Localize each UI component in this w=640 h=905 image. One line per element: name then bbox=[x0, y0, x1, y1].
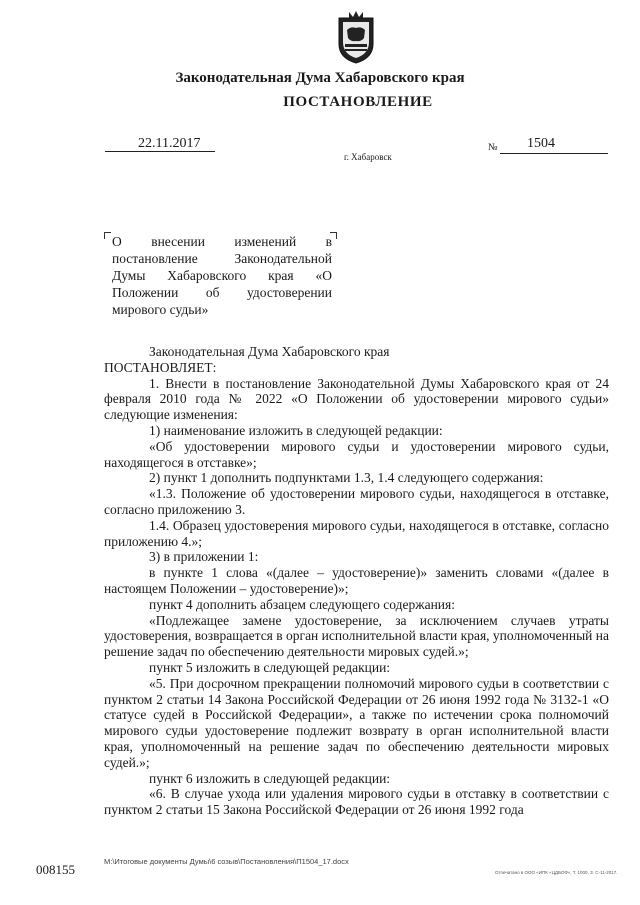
document-type-title: ПОСТАНОВЛЕНИЕ bbox=[283, 94, 433, 110]
coat-of-arms-icon bbox=[333, 8, 379, 64]
body-paragraph: 1) наименование изложить в следующей редакции: bbox=[149, 422, 443, 438]
body-paragraph: «5. При досрочном прекращении полномочий мирового судьи в соответствии с пунктом 2 статьи 14 Закона Российской Федерации от 26 июня 1992 года № 3132-1 «О статусе судей в Российской Федерации», а также по истечении срока полномочий мирового судьи удостоверение подлежит возврату в орган исполнительной власти края, уполномоченный на решение задач по обеспечению деятельности мировых судей.»; bbox=[104, 675, 609, 770]
body-paragraph: «6. В случае ухода или удаления мирового судьи в отставку в соответствии с пунктом 2 статьи 15 Закона Российской Федерации от 26 июня 1992 года bbox=[104, 786, 609, 818]
footer-file-path: М:\Итоговые документы Думы\6 созыв\Постановления\П1504_17.docx bbox=[104, 857, 349, 866]
body-paragraph: пункт 6 изложить в следующей редакции: bbox=[149, 770, 391, 786]
body-paragraph: пункт 4 дополнить абзацем следующего содержания: bbox=[149, 596, 455, 612]
document-city: г. Хабаровск bbox=[344, 152, 392, 162]
body-paragraph: Законодательная Дума Хабаровского края bbox=[149, 344, 390, 359]
form-serial-number: 008155 bbox=[36, 862, 75, 877]
body-paragraph: ПОСТАНОВЛЯЕТ: bbox=[104, 359, 217, 375]
body-paragraph: 2) пункт 1 дополнить подпунктами 1.3, 1.4 следующего содержания: bbox=[149, 470, 544, 486]
subject-bracket-left bbox=[104, 232, 111, 239]
date-underline bbox=[105, 151, 215, 152]
body-paragraph: 1. Внести в постановление Законодательной Думы Хабаровского края от 24 февраля 2010 года № 2022 «О Положении об удостоверении мирового судьи» следующие изменения: bbox=[104, 375, 609, 423]
footer-print-note: Отпечатано в ООО «ИПК «ЦДБОФ», Т. 1000, З. С-11-2017. bbox=[495, 870, 618, 875]
body-paragraph: пункт 5 изложить в следующей редакции: bbox=[149, 659, 391, 675]
document-body bbox=[104, 344, 609, 818]
organization-title: Законодательная Дума Хабаровского края bbox=[175, 70, 465, 86]
body-paragraph: «Подлежащее замене удостоверение, за исключением случаев утраты удостоверения, возвращается в орган исполнительной власти края, уполномоченный на решение задач по обеспечению деятельности мировых судей.»; bbox=[104, 612, 609, 660]
body-paragraph: «Об удостоверении мирового судьи и удостоверении мирового судьи, находящегося в отставке»; bbox=[104, 438, 609, 470]
number-sign: № bbox=[488, 142, 498, 153]
number-underline bbox=[500, 153, 608, 154]
document-number: 1504 bbox=[527, 136, 555, 151]
body-paragraph: «1.3. Положение об удостоверении мирового судьи, находящегося в отставке, согласно приложению 3. bbox=[104, 486, 609, 517]
body-paragraph: в пункте 1 слова «(далее – удостоверение)» заменить словами «(далее в настоящем Положении – удостоверение)»; bbox=[104, 565, 609, 596]
body-paragraph: 1.4. Образец удостоверения мирового судьи, находящегося в отставке, согласно приложению 4.»; bbox=[104, 517, 609, 549]
body-paragraph: 3) в приложении 1: bbox=[149, 549, 259, 565]
document-date: 22.11.2017 bbox=[138, 136, 201, 151]
document-subject: О внесении изменений в постановление Законодательной Думы Хабаровского края «О Положении об удостоверении мирового судьи» bbox=[112, 234, 332, 317]
